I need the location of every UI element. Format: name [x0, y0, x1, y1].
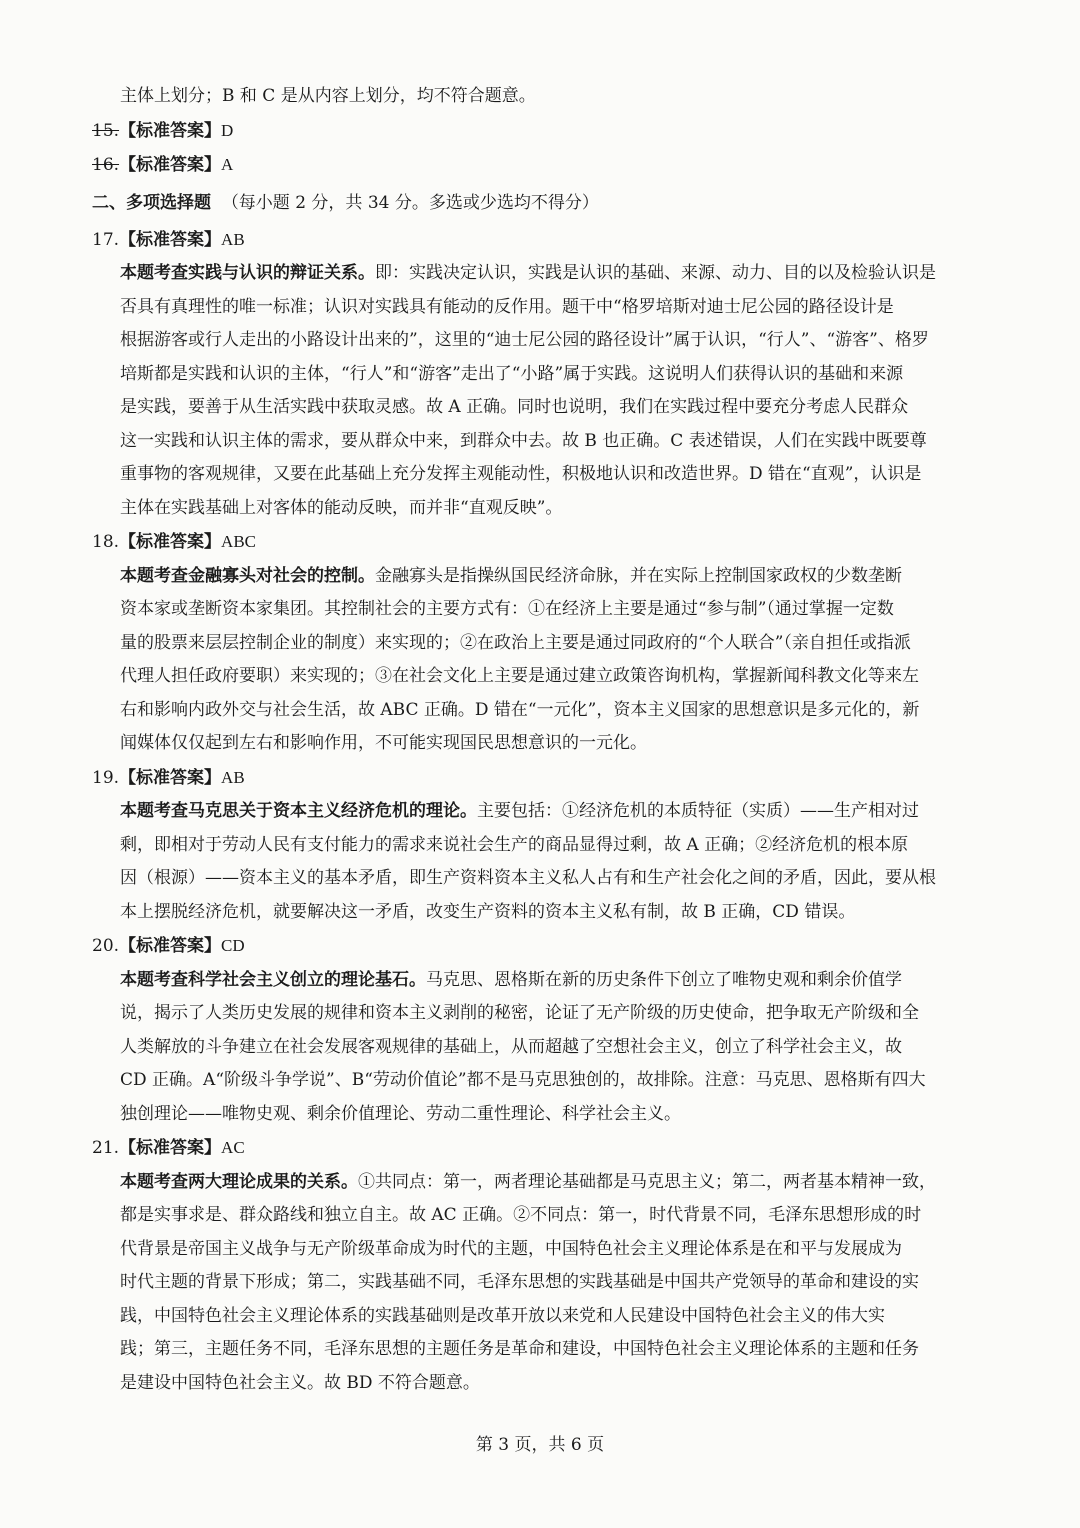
explanation-lead: 本题考查科学社会主义创立的理论基石。: [120, 969, 426, 990]
explanation-line: 代背景是帝国主义战争与无产阶级革命成为时代的主题，中国特色社会主义理论体系是在和平与发展成为: [120, 1238, 902, 1259]
answer-label: 【标准答案】: [119, 1138, 222, 1158]
explanation-line: 培斯都是实践和认识的主体，“行人”和“游客”走出了“小路”属于实践。这说明人们获得认识的基础和来源: [120, 363, 904, 384]
explanation-line: 金融寡头是指操纵国民经济命脉，并在实际上控制国家政权的少数垄断: [375, 565, 902, 586]
answer-number: 20.: [92, 936, 120, 956]
explanation-lead: 本题考查金融寡头对社会的控制。: [120, 565, 375, 586]
continuation-text: 主体上划分；B 和 C 是从内容上划分，均不符合题意。: [120, 86, 536, 106]
explanation-line: CD 正确。A“阶级斗争学说”、B“劳动价值论”都不是马克思独创的，故排除。注意：马克思、恩格斯有四大: [120, 1070, 926, 1090]
explanation-line: 否具有真理性的唯一标准；认识对实践具有能动的反作用。题干中“格罗培斯对迪士尼公园的路径设计是: [120, 296, 894, 317]
explanation-line: 都是实事求是、群众路线和独立自主。故 AC 正确。②不同点：第一，时代背景不同，毛泽东思想形成的时: [120, 1205, 922, 1225]
answer-21: [92, 1131, 992, 1166]
answer-19: [92, 761, 992, 796]
page-content: [92, 80, 992, 1400]
explanation-21: [92, 1166, 992, 1401]
explanation-line: 时代主题的背景下形成；第二，实践基础不同，毛泽东思想的实践基础是中国共产党领导的革命和建设的实: [120, 1272, 919, 1292]
answer-number: 19.: [92, 767, 120, 788]
explanation-line: 说，揭示了人类历史发展的规律和资本主义剥削的秘密，论证了无产阶级的历史使命，把争取无产阶级和全: [120, 1003, 919, 1023]
explanation-line: 闻媒体仅仅起到左右和影响作用，不可能实现国民思想意识的一元化。: [120, 733, 647, 753]
explanation-line: 是建设中国特色社会主义。故 BD 不符合题意。: [120, 1372, 480, 1393]
section-title: 二、多项选择题: [92, 192, 211, 213]
explanation-line: 因（根源）——资本主义的基本矛盾，即生产资料资本主义私人占有和生产社会化之间的矛盾，因此，要从根: [120, 868, 936, 888]
explanation-line: 剩，即相对于劳动人民有支付能力的需求来说社会生产的商品显得过剩，故 A 正确；②经济危机的根本原: [120, 834, 909, 855]
explanation-line: 右和影响内政外交与社会生活，故 ABC 正确。D 错在“一元化”，资本主义国家的思想意识是多元化的，新: [120, 699, 920, 720]
explanation-line: 量的股票来层层控制企业的制度）来实现的；②在政治上主要是通过同政府的“个人联合”（亲自担任或指派: [120, 632, 911, 653]
answer-number: 16.: [92, 155, 120, 175]
explanation-18: [92, 560, 992, 761]
answer-label: 【标准答案】: [119, 532, 222, 552]
answer-label: 【标准答案】: [119, 229, 222, 250]
answer-key: AB: [221, 767, 245, 787]
explanation-line: 资本家或垄断资本家集团。其控制社会的主要方式有：①在经济上主要是通过“参与制”（通过掌握一定数: [120, 599, 894, 619]
answer-16: [92, 148, 992, 183]
answer-number: 17.: [92, 229, 120, 250]
explanation-line: ①共同点：第一，两者理论基础都是马克思主义；第二，两者基本精神一致，: [358, 1171, 936, 1192]
section-heading: [92, 183, 992, 223]
answer-label: 【标准答案】: [119, 936, 222, 956]
answer-label: 【标准答案】: [119, 767, 222, 788]
answer-key: CD: [221, 936, 245, 955]
explanation-line: 践；第三，主题任务不同，毛泽东思想的主题任务是革命和建设，中国特色社会主义理论体系的主题和任务: [120, 1339, 919, 1359]
explanation-line: 践，中国特色社会主义理论体系的实践基础则是改革开放以来党和人民建设中国特色社会主义的伟大实: [120, 1305, 885, 1326]
explanation-line: 独创理论——唯物史观、剩余价值理论、劳动二重性理论、科学社会主义。: [120, 1103, 681, 1124]
answer-key: D: [221, 120, 234, 140]
answer-20: [92, 929, 992, 964]
answer-key: AC: [221, 1138, 245, 1157]
section-note: （每小题 2 分，共 34 分。多选或少选均不得分）: [221, 192, 599, 213]
explanation-line: 根据游客或行人走出的小路设计出来的”，这里的“迪士尼公园的路径设计”属于认识，“行人”、“游客”、格罗: [120, 330, 929, 350]
explanation-line: 这一实践和认识主体的需求，要从群众中来，到群众中去。故 B 也正确。C 表述错误，人们在实践中既要尊: [120, 430, 927, 451]
answer-number: 15.: [92, 120, 120, 141]
explanation-line: 本上摆脱经济危机，就要解决这一矛盾，改变生产资料的资本主义私有制，故 B 正确，CD 错误。: [120, 901, 856, 922]
explanation-lead: 本题考查两大理论成果的关系。: [120, 1171, 358, 1192]
answer-key: A: [221, 155, 234, 174]
answer-key: AB: [221, 229, 245, 249]
explanation-line: 主体在实践基础上对客体的能动反映，而并非“直观反映”。: [120, 497, 563, 518]
explanation-lead: 本题考查马克思关于资本主义经济危机的理论。: [120, 801, 477, 821]
page-footer: 第 3 页，共 6 页: [475, 1435, 605, 1455]
explanation-line: 人类解放的斗争建立在社会发展客观规律的基础上，从而超越了空想社会主义，创立了科学社会主义，故: [120, 1036, 902, 1057]
answer-18: [92, 525, 992, 560]
explanation-line: 重事物的客观规律，又要在此基础上充分发挥主观能动性，积极地认识和改造世界。D 错在“直观”，认识是: [120, 464, 922, 484]
explanation-lead: 本题考查实践与认识的辩证关系。: [120, 263, 375, 283]
answer-number: 18.: [92, 532, 120, 552]
answer-label: 【标准答案】: [119, 155, 222, 175]
answer-key: ABC: [221, 532, 257, 551]
explanation-17: [92, 257, 992, 525]
explanation-line: 代理人担任政府要职）来实现的；③在社会文化上主要是通过建立政策咨询机构，掌握新闻科教文化等来左: [120, 666, 919, 686]
answer-label: 【标准答案】: [119, 120, 222, 141]
explanation-line: 是实践，要善于从生活实践中获取灵感。故 A 正确。同时也说明，我们在实践过程中要充分考虑人民群众: [120, 397, 909, 417]
explanation-line: 马克思、恩格斯在新的历史条件下创立了唯物史观和剩余价值学: [426, 969, 902, 990]
explanation-line: 即：实践决定认识，实践是认识的基础、来源、动力、目的以及检验认识是: [375, 263, 936, 283]
answer-number: 21.: [92, 1138, 120, 1158]
answer-15: [92, 114, 992, 149]
explanation-19: [92, 795, 992, 929]
explanation-line: 主要包括：①经济危机的本质特征（实质）——生产相对过: [477, 801, 919, 821]
answer-17: [92, 223, 992, 258]
explanation-20: [92, 964, 992, 1132]
